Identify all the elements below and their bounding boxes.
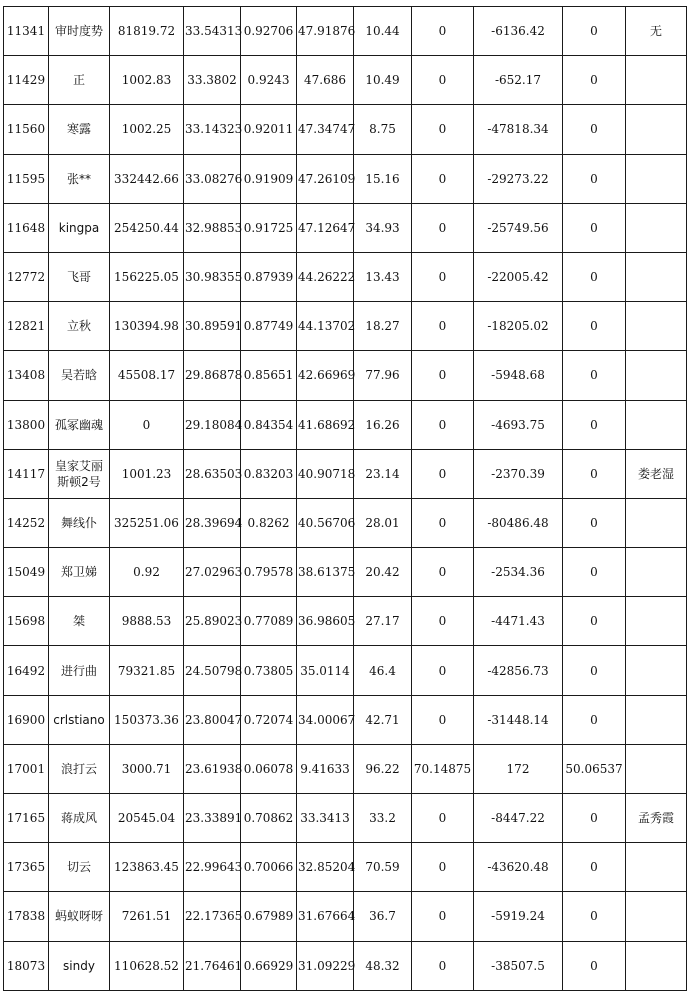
value-a-cell: 28.39694	[184, 498, 241, 547]
balance-cell: -42856.73	[474, 646, 563, 695]
amount-cell: 325251.06	[110, 498, 184, 547]
value-b-cell: 31.09229	[297, 941, 354, 990]
value-a-cell: 21.76461	[184, 941, 241, 990]
ratio-cell: 0.79578	[241, 548, 297, 597]
id-cell: 18073	[4, 941, 49, 990]
value-a-cell: 33.54313	[184, 7, 241, 56]
value-d-cell: 70.14875	[412, 744, 474, 793]
table-row	[4, 449, 687, 498]
balance-cell: -2370.39	[474, 449, 563, 498]
value-c-cell: 48.32	[354, 941, 412, 990]
amount-cell: 156225.05	[110, 252, 184, 301]
ratio-cell: 0.73805	[241, 646, 297, 695]
value-e-cell: 0	[563, 892, 626, 941]
note-cell	[626, 105, 687, 154]
name-cell: 浪打云	[49, 744, 110, 793]
name-cell: 张**	[49, 154, 110, 203]
value-b-cell: 47.12647	[297, 203, 354, 252]
value-d-cell: 0	[412, 302, 474, 351]
id-cell: 16900	[4, 695, 49, 744]
value-b-cell: 38.61375	[297, 548, 354, 597]
note-cell	[626, 302, 687, 351]
name-cell: 吴若晗	[49, 351, 110, 400]
id-cell: 11595	[4, 154, 49, 203]
balance-cell: -4471.43	[474, 597, 563, 646]
value-d-cell: 0	[412, 105, 474, 154]
id-cell: 17838	[4, 892, 49, 941]
value-d-cell: 0	[412, 597, 474, 646]
value-e-cell: 50.06537	[563, 744, 626, 793]
amount-cell: 123863.45	[110, 843, 184, 892]
balance-cell: 172	[474, 744, 563, 793]
value-e-cell: 0	[563, 449, 626, 498]
value-a-cell: 33.3802	[184, 56, 241, 105]
id-cell: 16492	[4, 646, 49, 695]
value-c-cell: 70.59	[354, 843, 412, 892]
value-d-cell: 0	[412, 56, 474, 105]
value-a-cell: 30.89591	[184, 302, 241, 351]
table-row	[4, 7, 687, 56]
table-row	[4, 56, 687, 105]
ratio-cell: 0.8262	[241, 498, 297, 547]
value-b-cell: 47.26109	[297, 154, 354, 203]
note-cell: 孟秀霞	[626, 794, 687, 843]
id-cell: 13800	[4, 400, 49, 449]
table-row	[4, 892, 687, 941]
value-b-cell: 44.26222	[297, 252, 354, 301]
note-cell	[626, 843, 687, 892]
table-row	[4, 744, 687, 793]
ratio-cell: 0.92706	[241, 7, 297, 56]
name-cell: 正	[49, 56, 110, 105]
amount-cell: 110628.52	[110, 941, 184, 990]
name-cell: 进行曲	[49, 646, 110, 695]
id-cell: 17165	[4, 794, 49, 843]
value-a-cell: 28.63503	[184, 449, 241, 498]
note-cell	[626, 154, 687, 203]
name-cell: 立秋	[49, 302, 110, 351]
value-e-cell: 0	[563, 646, 626, 695]
id-cell: 12772	[4, 252, 49, 301]
value-a-cell: 24.50798	[184, 646, 241, 695]
value-a-cell: 22.99643	[184, 843, 241, 892]
id-cell: 17001	[4, 744, 49, 793]
note-cell	[626, 646, 687, 695]
note-cell	[626, 941, 687, 990]
value-e-cell: 0	[563, 597, 626, 646]
value-e-cell: 0	[563, 105, 626, 154]
value-d-cell: 0	[412, 252, 474, 301]
value-d-cell: 0	[412, 7, 474, 56]
value-b-cell: 9.41633	[297, 744, 354, 793]
value-b-cell: 34.00067	[297, 695, 354, 744]
name-cell: 郑卫娣	[49, 548, 110, 597]
table-row	[4, 302, 687, 351]
value-a-cell: 29.18084	[184, 400, 241, 449]
ratio-cell: 0.87749	[241, 302, 297, 351]
id-cell: 11429	[4, 56, 49, 105]
name-cell: 蚂蚁呀呀	[49, 892, 110, 941]
table-row	[4, 498, 687, 547]
id-cell: 11648	[4, 203, 49, 252]
value-d-cell: 0	[412, 449, 474, 498]
value-c-cell: 8.75	[354, 105, 412, 154]
amount-cell: 130394.98	[110, 302, 184, 351]
note-cell	[626, 892, 687, 941]
value-c-cell: 27.17	[354, 597, 412, 646]
balance-cell: -5948.68	[474, 351, 563, 400]
note-cell	[626, 252, 687, 301]
value-a-cell: 23.33891	[184, 794, 241, 843]
table-row	[4, 105, 687, 154]
balance-cell: -29273.22	[474, 154, 563, 203]
table-body	[4, 7, 687, 991]
amount-cell: 3000.71	[110, 744, 184, 793]
value-d-cell: 0	[412, 154, 474, 203]
value-c-cell: 23.14	[354, 449, 412, 498]
value-d-cell: 0	[412, 941, 474, 990]
value-a-cell: 33.08276	[184, 154, 241, 203]
table-row	[4, 695, 687, 744]
name-cell: 寒露	[49, 105, 110, 154]
value-a-cell: 22.17365	[184, 892, 241, 941]
balance-cell: -22005.42	[474, 252, 563, 301]
value-c-cell: 28.01	[354, 498, 412, 547]
value-c-cell: 34.93	[354, 203, 412, 252]
value-c-cell: 36.7	[354, 892, 412, 941]
note-cell: 无	[626, 7, 687, 56]
table-row	[4, 203, 687, 252]
value-d-cell: 0	[412, 843, 474, 892]
note-cell	[626, 400, 687, 449]
data-table	[3, 6, 687, 991]
id-cell: 13408	[4, 351, 49, 400]
value-a-cell: 27.02963	[184, 548, 241, 597]
balance-cell: -47818.34	[474, 105, 563, 154]
value-e-cell: 0	[563, 400, 626, 449]
value-b-cell: 32.85204	[297, 843, 354, 892]
name-cell: 蒋成风	[49, 794, 110, 843]
amount-cell: 1001.23	[110, 449, 184, 498]
note-cell	[626, 695, 687, 744]
value-d-cell: 0	[412, 646, 474, 695]
amount-cell: 0	[110, 400, 184, 449]
value-e-cell: 0	[563, 7, 626, 56]
balance-cell: -6136.42	[474, 7, 563, 56]
note-cell	[626, 597, 687, 646]
value-b-cell: 47.91876	[297, 7, 354, 56]
value-c-cell: 10.49	[354, 56, 412, 105]
table-row	[4, 597, 687, 646]
ratio-cell: 0.72074	[241, 695, 297, 744]
value-c-cell: 15.16	[354, 154, 412, 203]
value-e-cell: 0	[563, 941, 626, 990]
name-cell: kingpa	[49, 203, 110, 252]
value-d-cell: 0	[412, 498, 474, 547]
name-cell: 桀	[49, 597, 110, 646]
value-e-cell: 0	[563, 548, 626, 597]
value-d-cell: 0	[412, 892, 474, 941]
note-cell	[626, 56, 687, 105]
value-d-cell: 0	[412, 203, 474, 252]
value-c-cell: 16.26	[354, 400, 412, 449]
amount-cell: 1002.83	[110, 56, 184, 105]
value-b-cell: 44.13702	[297, 302, 354, 351]
value-b-cell: 47.34747	[297, 105, 354, 154]
value-a-cell: 23.61938	[184, 744, 241, 793]
amount-cell: 7261.51	[110, 892, 184, 941]
ratio-cell: 0.85651	[241, 351, 297, 400]
table-row	[4, 843, 687, 892]
value-b-cell: 41.68692	[297, 400, 354, 449]
note-cell	[626, 744, 687, 793]
table-row	[4, 941, 687, 990]
value-a-cell: 25.89023	[184, 597, 241, 646]
value-e-cell: 0	[563, 695, 626, 744]
value-e-cell: 0	[563, 252, 626, 301]
balance-cell: -31448.14	[474, 695, 563, 744]
value-d-cell: 0	[412, 794, 474, 843]
balance-cell: -652.17	[474, 56, 563, 105]
value-b-cell: 36.98605	[297, 597, 354, 646]
ratio-cell: 0.67989	[241, 892, 297, 941]
value-c-cell: 46.4	[354, 646, 412, 695]
value-c-cell: 77.96	[354, 351, 412, 400]
table-row	[4, 548, 687, 597]
table-row	[4, 252, 687, 301]
name-cell: 舞线仆	[49, 498, 110, 547]
value-c-cell: 42.71	[354, 695, 412, 744]
balance-cell: -38507.5	[474, 941, 563, 990]
value-b-cell: 40.90718	[297, 449, 354, 498]
table-row	[4, 400, 687, 449]
value-b-cell: 31.67664	[297, 892, 354, 941]
balance-cell: -18205.02	[474, 302, 563, 351]
value-e-cell: 0	[563, 794, 626, 843]
value-e-cell: 0	[563, 843, 626, 892]
balance-cell: -2534.36	[474, 548, 563, 597]
value-c-cell: 18.27	[354, 302, 412, 351]
value-c-cell: 96.22	[354, 744, 412, 793]
ratio-cell: 0.70862	[241, 794, 297, 843]
name-cell: 皇家艾丽斯顿2号	[49, 449, 110, 498]
name-cell: 审时度势	[49, 7, 110, 56]
value-e-cell: 0	[563, 302, 626, 351]
amount-cell: 79321.85	[110, 646, 184, 695]
value-d-cell: 0	[412, 695, 474, 744]
amount-cell: 254250.44	[110, 203, 184, 252]
ratio-cell: 0.84354	[241, 400, 297, 449]
note-cell	[626, 203, 687, 252]
balance-cell: -43620.48	[474, 843, 563, 892]
value-b-cell: 35.0114	[297, 646, 354, 695]
amount-cell: 150373.36	[110, 695, 184, 744]
amount-cell: 45508.17	[110, 351, 184, 400]
ratio-cell: 0.66929	[241, 941, 297, 990]
id-cell: 15049	[4, 548, 49, 597]
value-a-cell: 33.14323	[184, 105, 241, 154]
value-c-cell: 20.42	[354, 548, 412, 597]
value-c-cell: 33.2	[354, 794, 412, 843]
id-cell: 15698	[4, 597, 49, 646]
value-e-cell: 0	[563, 203, 626, 252]
ratio-cell: 0.87939	[241, 252, 297, 301]
value-a-cell: 32.98853	[184, 203, 241, 252]
amount-cell: 20545.04	[110, 794, 184, 843]
id-cell: 11560	[4, 105, 49, 154]
value-e-cell: 0	[563, 351, 626, 400]
value-d-cell: 0	[412, 400, 474, 449]
value-a-cell: 23.80047	[184, 695, 241, 744]
amount-cell: 332442.66	[110, 154, 184, 203]
value-b-cell: 47.686	[297, 56, 354, 105]
value-b-cell: 42.66969	[297, 351, 354, 400]
name-cell: 切云	[49, 843, 110, 892]
table-row	[4, 351, 687, 400]
value-a-cell: 30.98355	[184, 252, 241, 301]
amount-cell: 0.92	[110, 548, 184, 597]
id-cell: 14117	[4, 449, 49, 498]
ratio-cell: 0.9243	[241, 56, 297, 105]
amount-cell: 1002.25	[110, 105, 184, 154]
ratio-cell: 0.91725	[241, 203, 297, 252]
value-c-cell: 13.43	[354, 252, 412, 301]
value-e-cell: 0	[563, 498, 626, 547]
amount-cell: 81819.72	[110, 7, 184, 56]
name-cell: 飞哥	[49, 252, 110, 301]
value-a-cell: 29.86878	[184, 351, 241, 400]
ratio-cell: 0.70066	[241, 843, 297, 892]
id-cell: 11341	[4, 7, 49, 56]
id-cell: 14252	[4, 498, 49, 547]
value-d-cell: 0	[412, 548, 474, 597]
balance-cell: -8447.22	[474, 794, 563, 843]
value-d-cell: 0	[412, 351, 474, 400]
note-cell	[626, 498, 687, 547]
name-cell: 孤冢幽魂	[49, 400, 110, 449]
note-cell	[626, 548, 687, 597]
note-cell: 娄老湿	[626, 449, 687, 498]
balance-cell: -80486.48	[474, 498, 563, 547]
value-b-cell: 40.56706	[297, 498, 354, 547]
name-cell: crlstiano	[49, 695, 110, 744]
note-cell	[626, 351, 687, 400]
value-e-cell: 0	[563, 56, 626, 105]
ratio-cell: 0.92011	[241, 105, 297, 154]
table-row	[4, 646, 687, 695]
id-cell: 17365	[4, 843, 49, 892]
ratio-cell: 0.83203	[241, 449, 297, 498]
ratio-cell: 0.77089	[241, 597, 297, 646]
balance-cell: -5919.24	[474, 892, 563, 941]
value-b-cell: 33.3413	[297, 794, 354, 843]
table-row	[4, 794, 687, 843]
balance-cell: -4693.75	[474, 400, 563, 449]
value-c-cell: 10.44	[354, 7, 412, 56]
ratio-cell: 0.06078	[241, 744, 297, 793]
id-cell: 12821	[4, 302, 49, 351]
value-e-cell: 0	[563, 154, 626, 203]
amount-cell: 9888.53	[110, 597, 184, 646]
name-cell: sindy	[49, 941, 110, 990]
balance-cell: -25749.56	[474, 203, 563, 252]
ratio-cell: 0.91909	[241, 154, 297, 203]
table-row	[4, 154, 687, 203]
